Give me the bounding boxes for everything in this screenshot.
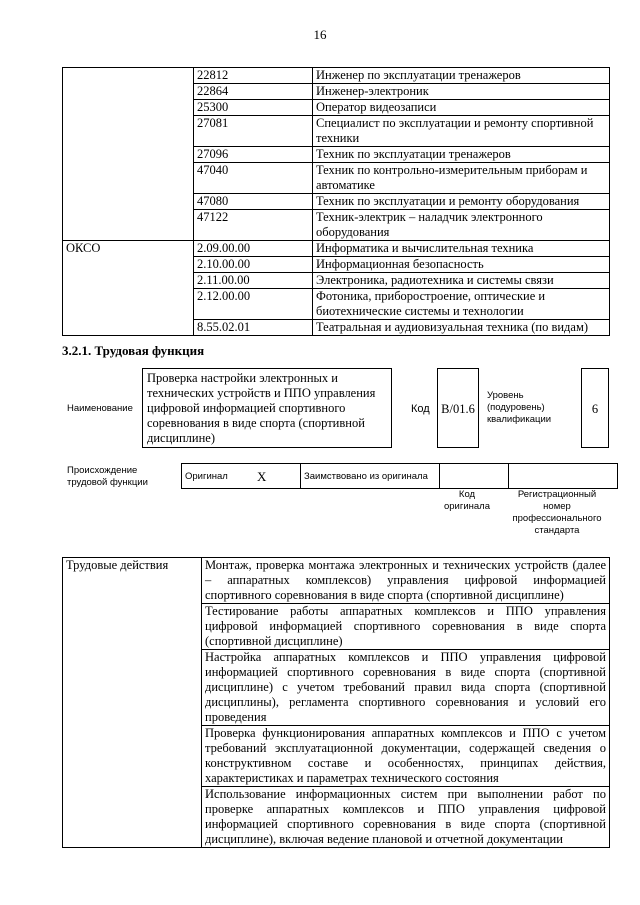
section-title: 3.2.1. Трудовая функция [62, 343, 205, 358]
qualification-level-box: 6 [581, 368, 609, 448]
name-cell: Театральная и аудиовизуальная техника (по видам) [313, 320, 610, 336]
table-row [63, 68, 610, 84]
code-cell: 22812 [194, 68, 313, 84]
origin-table [181, 463, 618, 489]
origin-label: Происхождение трудовой функции [67, 465, 148, 488]
code-cell: 22864 [194, 84, 313, 100]
action-item: Монтаж, проверка монтажа электронных и технических устройств (далее – аппаратных комплексов) управления цифровой информацией спортивного соревнования в виде спорта (спортивной дисциплине) [202, 558, 610, 604]
code-cell: 25300 [194, 100, 313, 116]
name-cell: Техник по контрольно-измерительным приборам и автоматике [313, 163, 610, 194]
code-cell: 47040 [194, 163, 313, 194]
name-cell: Техник по эксплуатации тренажеров [313, 147, 610, 163]
function-name-box: Проверка настройки электронных и технических устройств и ППО управления цифровой информацией спортивного соревнования в виде спорта (спортивной дисциплине) [142, 368, 392, 448]
name-cell: Оператор видеозаписи [313, 100, 610, 116]
origin-reg-cell [509, 464, 618, 489]
code-label: Код [411, 403, 430, 415]
name-cell: Специалист по эксплуатации и ремонту спортивной техники [313, 116, 610, 147]
name-cell: Инженер по эксплуатации тренажеров [313, 68, 610, 84]
name-label: Наименование [67, 403, 133, 414]
actions-label-cell: Трудовые действия [63, 558, 202, 848]
code-cell: 47122 [194, 210, 313, 241]
page-number: 16 [313, 27, 327, 42]
origin-original-cell: Оригинал [182, 464, 255, 489]
origin-code-cell [440, 464, 509, 489]
name-cell: Информатика и вычислительная техника [313, 241, 610, 257]
action-item: Настройка аппаратных комплексов и ППО управления цифровой информацией спортивного соревнования в виде спорта (спортивной дисциплине) с учетом требований правил вида спорта (спортивной дисциплины), регламента спортивного соревнования и условий его проведения [202, 650, 610, 726]
code-cell: 27081 [194, 116, 313, 147]
table-row [63, 241, 610, 257]
name-cell: Фотоника, приборостроение, оптические и биотехнические системы и технологии [313, 289, 610, 320]
code-cell: 47080 [194, 194, 313, 210]
group-cell [63, 68, 194, 241]
labor-actions-table [62, 557, 610, 848]
code-cell: 8.55.02.01 [194, 320, 313, 336]
origin-mark: X [254, 464, 301, 489]
code-cell: 2.11.00.00 [194, 273, 313, 289]
table-row [63, 558, 610, 604]
origin-code-caption: Код оригинала [443, 489, 490, 512]
code-cell: 2.10.00.00 [194, 257, 313, 273]
action-item: Тестирование работы аппаратных комплексов и ППО управления цифровой информацией спортивного соревнования в виде спорта (спортивной дисциплине) [202, 604, 610, 650]
origin-reg-caption: Регистрационный номер профессионального стандарта [512, 489, 602, 536]
name-cell: Техник по эксплуатации и ремонту оборудования [313, 194, 610, 210]
classifier-codes-table [62, 67, 610, 336]
code-cell: 2.09.00.00 [194, 241, 313, 257]
name-cell: Информационная безопасность [313, 257, 610, 273]
origin-borrowed-cell: Заимствовано из оригинала [301, 464, 440, 489]
name-cell: Электроника, радиотехника и системы связи [313, 273, 610, 289]
name-cell: Инженер-электроник [313, 84, 610, 100]
function-code-box: B/01.6 [437, 368, 479, 448]
code-cell: 2.12.00.00 [194, 289, 313, 320]
code-cell: 27096 [194, 147, 313, 163]
action-item: Проверка функционирования аппаратных комплексов и ППО с учетом требований эксплуатационной документации, содержащей сведения о конструктивном составе и особенностях, принципах действия, характеристиках и параметрах технического состояния [202, 726, 610, 787]
level-label: Уровень (подуровень) квалификации [487, 390, 552, 425]
name-cell: Техник-электрик – наладчик электронного оборудования [313, 210, 610, 241]
group-cell: ОКСО [63, 241, 194, 336]
action-item: Использование информационных систем при выполнении работ по проверке аппаратных комплексов и ППО управления цифровой информацией спортивного соревнования в виде спорта (спортивной дисциплине), включая ведение плановой и отчетной документации [202, 787, 610, 848]
